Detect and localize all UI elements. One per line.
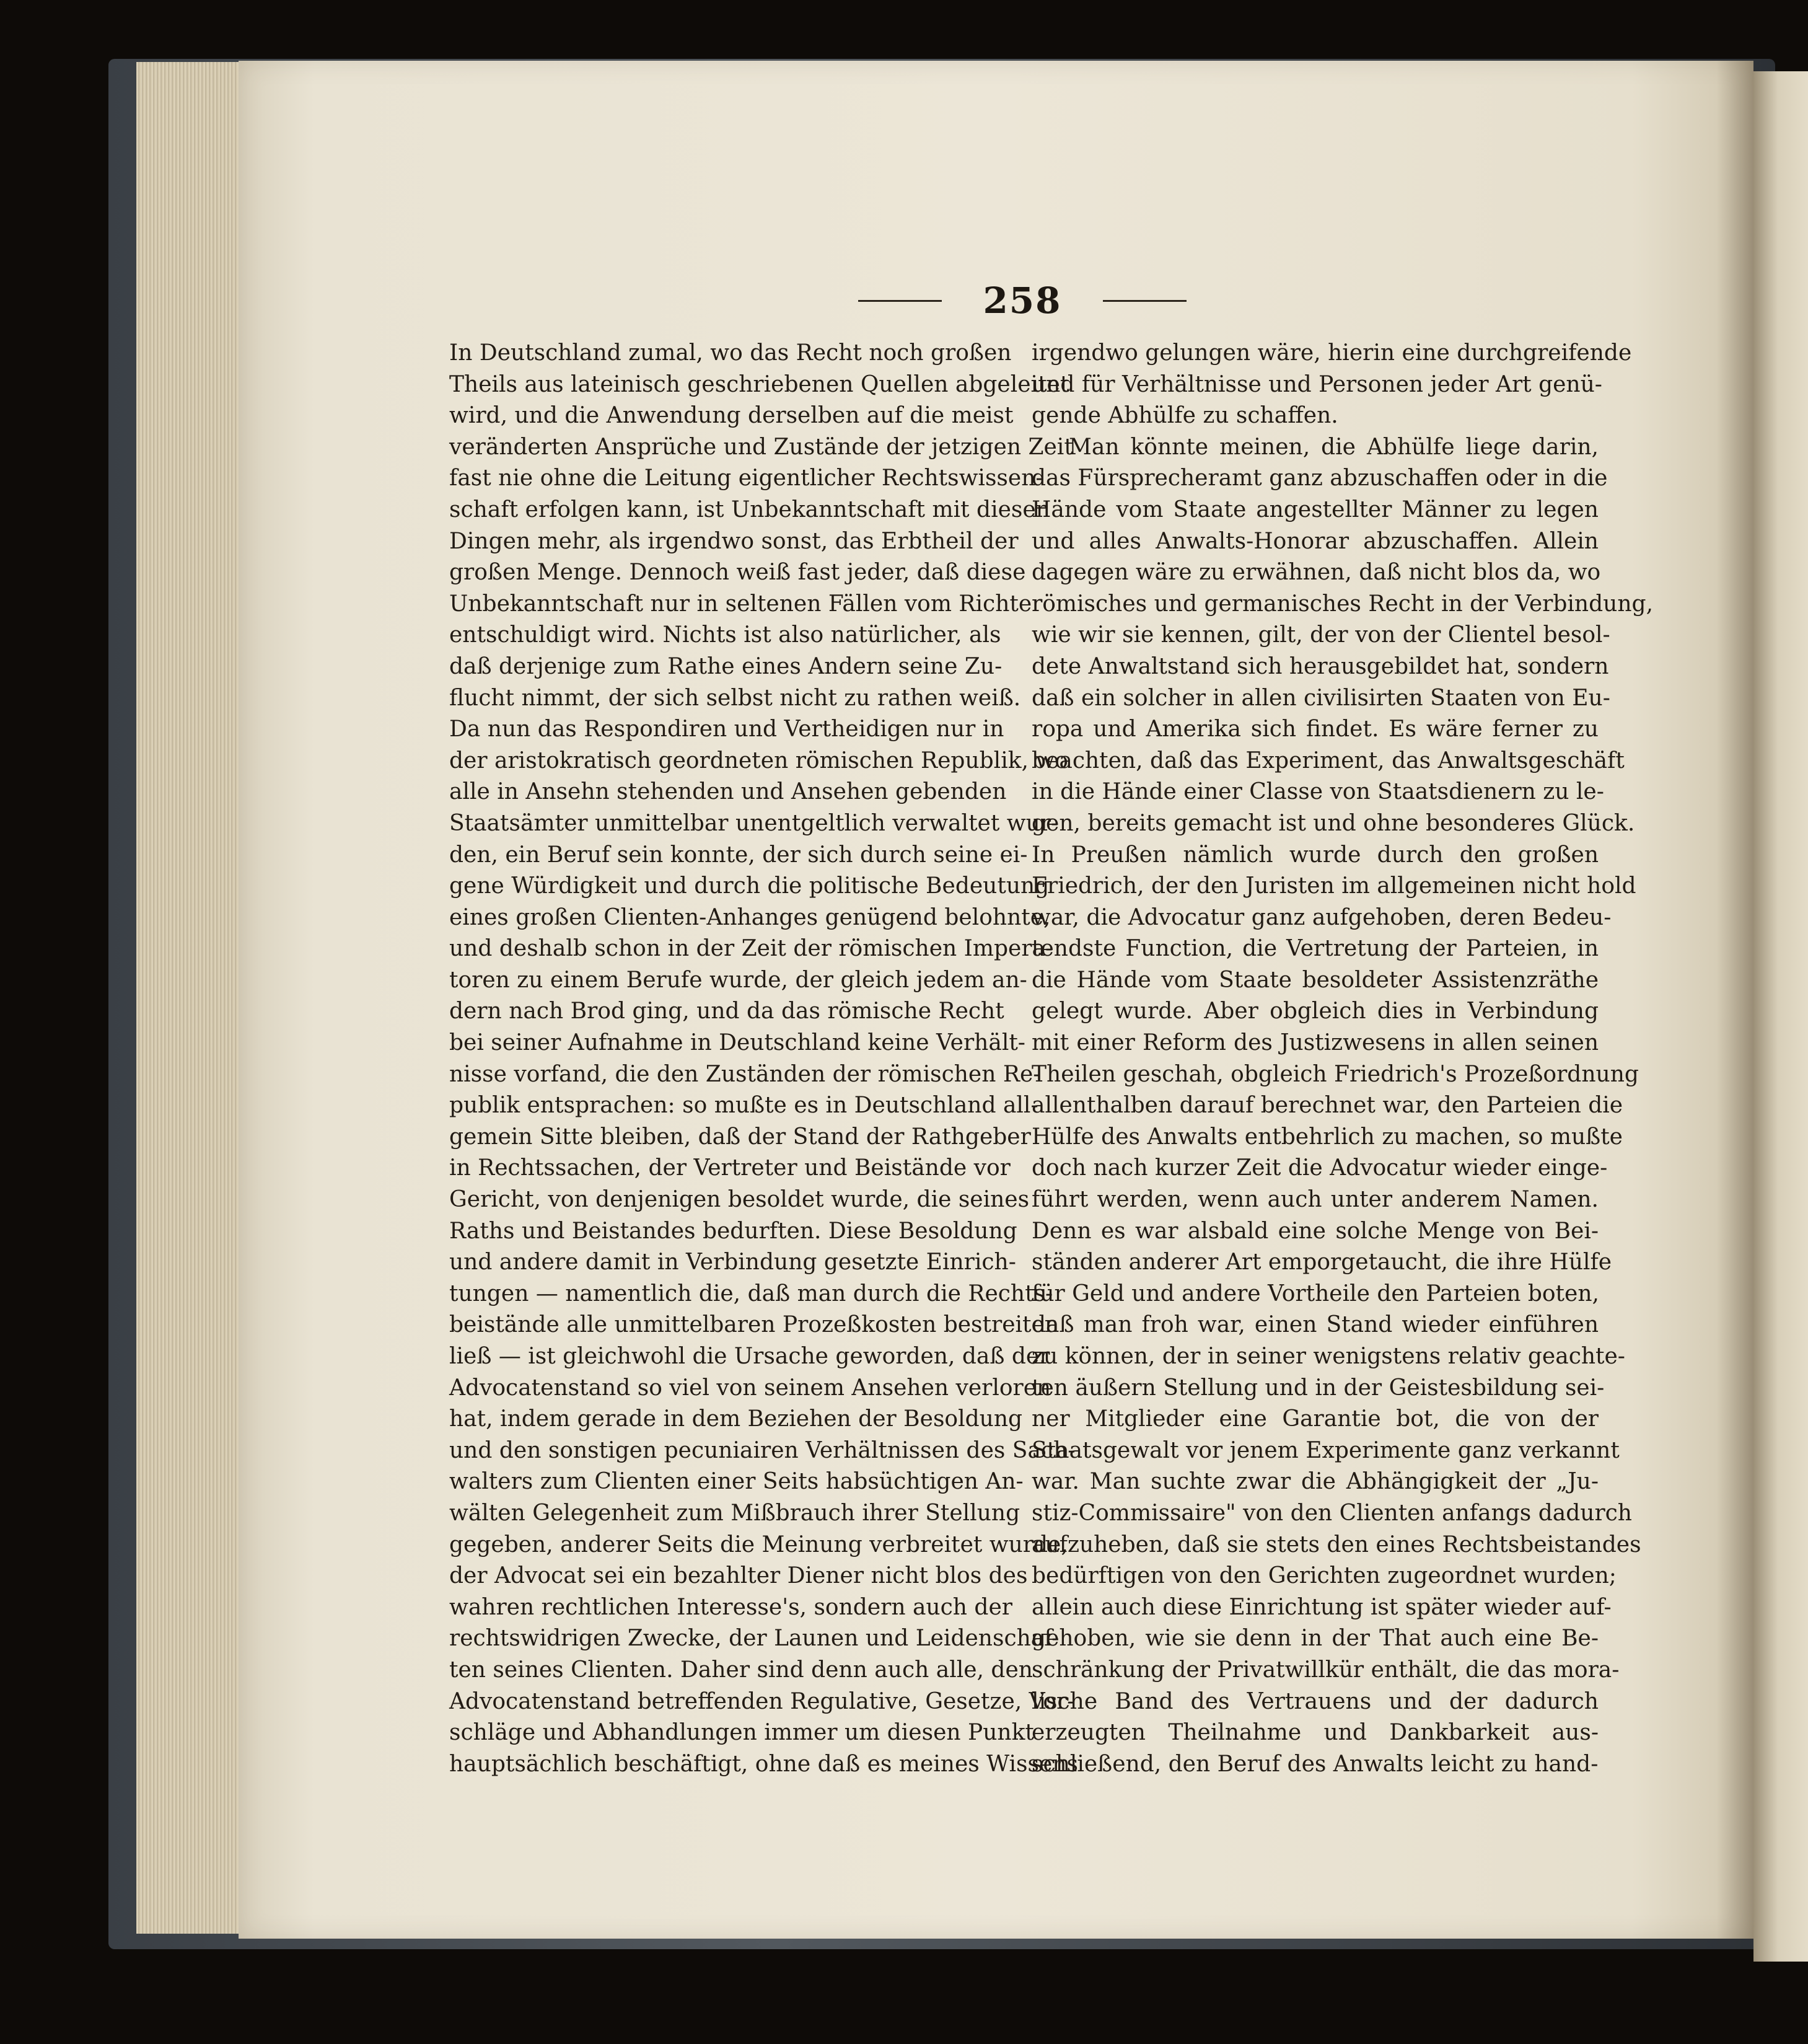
text-line: den, ein Beruf sein konnte, der sich durch seine ei- xyxy=(449,842,1028,868)
text-line: flucht nimmt, der sich selbst nicht zu rathen weiß. xyxy=(449,685,1021,711)
text-line: zu können, der in seiner wenigstens relativ geachte- xyxy=(1032,1344,1625,1369)
text-line: Staatsgewalt vor jenem Experimente ganz verkannt xyxy=(1032,1437,1620,1463)
text-line: Advocatenstand betreffenden Regulative, Gesetze, Vor- xyxy=(449,1688,1075,1714)
text-line: erzeugten Theilnahme und Dankbarkeit aus- xyxy=(1032,1720,1599,1746)
text-line: wahren rechtlichen Interesse's, sondern auch der xyxy=(449,1594,1012,1620)
text-line: Theilen geschah, obgleich Friedrich's Prozeßordnung xyxy=(1032,1061,1639,1087)
text-line: römisches und germanisches Recht in der Verbindung, xyxy=(1032,591,1654,617)
text-line: daß man froh war, einen Stand wieder einführen xyxy=(1032,1312,1599,1338)
text-line: führt werden, wenn auch unter anderem Namen. xyxy=(1032,1187,1599,1213)
right-text-column xyxy=(1032,338,1654,1780)
text-line: In Deutschland zumal, wo das Recht noch großen xyxy=(449,340,1012,366)
text-line: wie wir sie kennen, gilt, der von der Clientel besol- xyxy=(1032,622,1610,648)
text-line: gegeben, anderer Seits die Meinung verbreitet wurde, xyxy=(449,1531,1068,1557)
text-line: In Preußen nämlich wurde durch den großen xyxy=(1032,842,1599,868)
text-line: und den sonstigen pecuniairen Verhältnissen des Sach- xyxy=(449,1437,1076,1463)
text-line: Denn es war alsbald eine solche Menge von Bei- xyxy=(1032,1218,1599,1244)
text-line: entschuldigt wird. Nichts ist also natürlicher, als xyxy=(449,622,1001,648)
text-line: Man könnte meinen, die Abhülfe liege darin, xyxy=(1069,434,1599,460)
text-line: Gericht, von denjenigen besoldet wurde, die seines xyxy=(449,1187,1030,1213)
text-line: hauptsächlich beschäftigt, ohne daß es meines Wissens xyxy=(449,1751,1078,1777)
text-line: und deshalb schon in der Zeit der römischen Impera- xyxy=(449,936,1053,962)
text-line: gende Abhülfe zu schaffen. xyxy=(1032,403,1338,429)
text-line: bedürftigen von den Gerichten zugeordnet wurden; xyxy=(1032,1563,1617,1589)
text-line: hat, indem gerade in dem Beziehen der Besoldung xyxy=(449,1406,1023,1432)
text-line: publik entsprachen: so mußte es in Deutschland all- xyxy=(449,1093,1038,1119)
text-line: bei seiner Aufnahme in Deutschland keine Verhält- xyxy=(449,1030,1025,1056)
text-line: Friedrich, der den Juristen im allgemeinen nicht hold xyxy=(1032,873,1636,899)
gutter-shadow xyxy=(1716,61,1753,1939)
text-line: und andere damit in Verbindung gesetzte Einrich- xyxy=(449,1249,1016,1275)
text-line: stiz-Commissaire" von den Clienten anfangs dadurch xyxy=(1032,1500,1632,1526)
text-line: Unbekanntschaft nur in seltenen Fällen vom Richter xyxy=(449,591,1043,617)
text-line: Advocatenstand so viel von seinem Ansehen verloren xyxy=(449,1375,1051,1401)
text-line: und alles Anwalts-Honorar abzuschaffen. Allein xyxy=(1032,528,1599,554)
text-line: eines großen Clienten-Anhanges genügend belohnte, xyxy=(449,904,1051,930)
left-text-column xyxy=(449,338,1078,1780)
text-line: ten äußern Stellung und in der Geistesbildung sei- xyxy=(1032,1375,1605,1401)
text-line: rechtswidrigen Zwecke, der Launen und Leidenschaf- xyxy=(449,1626,1060,1652)
text-line: irgendwo gelungen wäre, hierin eine durchgreifende xyxy=(1032,340,1632,366)
text-line: Hände vom Staate angestellter Männer zu legen xyxy=(1032,496,1599,522)
text-line: ständen anderer Art emporgetaucht, die ihre Hülfe xyxy=(1032,1249,1612,1275)
text-line: allenthalben darauf berechnet war, den Parteien die xyxy=(1032,1093,1623,1119)
text-line: Dingen mehr, als irgendwo sonst, das Erbtheil der xyxy=(449,528,1019,554)
text-line: gelegt wurde. Aber obgleich dies in Verbindung xyxy=(1032,998,1599,1024)
text-line: wird, und die Anwendung derselben auf die meist xyxy=(449,403,1014,429)
page-stack-edge xyxy=(136,62,254,1934)
text-line: allein auch diese Einrichtung ist später wieder auf- xyxy=(1032,1594,1612,1620)
text-line: daß ein solcher in allen civilisirten Staaten von Eu- xyxy=(1032,685,1610,711)
text-line: das Fürsprecheramt ganz abzuschaffen oder in die xyxy=(1032,465,1608,491)
text-line: fast nie ohne die Leitung eigentlicher Rechtswissen- xyxy=(449,465,1043,491)
text-line: walters zum Clienten einer Seits habsüchtigen An- xyxy=(449,1469,1024,1495)
page-header xyxy=(858,279,1187,322)
text-line: toren zu einem Berufe wurde, der gleich jedem an- xyxy=(449,967,1027,993)
text-line: schränkung der Privatwillkür enthält, die das mora- xyxy=(1032,1657,1620,1683)
text-line: veränderten Ansprüche und Zustände der jetzigen Zeit xyxy=(449,434,1073,460)
text-line: Theils aus lateinisch geschriebenen Quellen abgeleitet xyxy=(449,371,1069,397)
text-line: Staatsämter unmittelbar unentgeltlich verwaltet wur- xyxy=(449,810,1059,836)
text-line: der aristokratisch geordneten römischen Republik, wo xyxy=(449,747,1068,773)
text-line: schaft erfolgen kann, ist Unbekanntschaft mit diesen xyxy=(449,496,1050,522)
text-line: der Advocat sei ein bezahlter Diener nicht blos des xyxy=(449,1563,1028,1589)
text-line: für Geld und andere Vortheile den Parteien boten, xyxy=(1032,1280,1599,1306)
text-line: die Hände vom Staate besoldeter Assistenzräthe xyxy=(1032,967,1599,993)
text-line: großen Menge. Dennoch weiß fast jeder, daß diese xyxy=(449,560,1026,586)
text-line: ließ — ist gleichwohl die Ursache geworden, daß der xyxy=(449,1344,1050,1369)
text-line: gene Würdigkeit und durch die politische Bedeutung xyxy=(449,873,1050,899)
text-line: dagegen wäre zu erwähnen, daß nicht blos da, wo xyxy=(1032,560,1601,586)
text-line: in die Hände einer Classe von Staatsdienern zu le- xyxy=(1032,779,1604,805)
text-line: ner Mitglieder eine Garantie bot, die von der xyxy=(1032,1406,1599,1432)
text-line: ropa und Amerika sich findet. Es wäre ferner zu xyxy=(1032,716,1599,742)
text-line: doch nach kurzer Zeit die Advocatur wieder einge- xyxy=(1032,1155,1608,1181)
text-line: und für Verhältnisse und Personen jeder Art genü- xyxy=(1032,371,1602,397)
text-line: schließend, den Beruf des Anwalts leicht zu hand- xyxy=(1032,1751,1599,1777)
text-line: aufzuheben, daß sie stets den eines Rechtsbeistandes xyxy=(1032,1531,1641,1557)
text-line: Da nun das Respondiren und Vertheidigen nur in xyxy=(449,716,1004,742)
text-line: Hülfe des Anwalts entbehrlich zu machen, so mußte xyxy=(1032,1124,1623,1150)
header-rule-right xyxy=(1103,300,1187,302)
text-line: mit einer Reform des Justizwesens in allen seinen xyxy=(1032,1030,1599,1056)
text-line: daß derjenige zum Rathe eines Andern seine Zu- xyxy=(449,653,1003,679)
text-line: beistände alle unmittelbaren Prozeßkosten bestreiten xyxy=(449,1312,1059,1338)
text-line: wälten Gelegenheit zum Mißbrauch ihrer Stellung xyxy=(449,1500,1020,1526)
text-line: ten seines Clienten. Daher sind denn auch alle, den xyxy=(449,1657,1033,1683)
text-line: gehoben, wie sie denn in der That auch eine Be- xyxy=(1032,1626,1599,1652)
text-line: dete Anwaltstand sich herausgebildet hat, sondern xyxy=(1032,653,1609,679)
text-line: beachten, daß das Experiment, das Anwaltsgeschäft xyxy=(1032,747,1625,773)
text-line: Raths und Beistandes bedurften. Diese Besoldung xyxy=(449,1218,1017,1244)
text-line: nisse vorfand, die den Zuständen der römischen Re- xyxy=(449,1061,1041,1087)
text-line: lische Band des Vertrauens und der dadurch xyxy=(1032,1688,1599,1714)
text-line: war. Man suchte zwar die Abhängigkeit der „Ju- xyxy=(1032,1469,1599,1495)
text-line: tungen — namentlich die, daß man durch die Rechts- xyxy=(449,1280,1053,1306)
text-line: alle in Ansehn stehenden und Ansehen gebenden xyxy=(449,779,1007,805)
header-rule-left xyxy=(858,300,942,302)
page-number: 258 xyxy=(983,280,1062,322)
text-line: in Rechtssachen, der Vertreter und Beistände vor xyxy=(449,1155,1011,1181)
facing-page-edge xyxy=(1753,71,1808,1962)
text-line: gen, bereits gemacht ist und ohne besonderes Glück. xyxy=(1032,810,1635,836)
text-line: tendste Function, die Vertretung der Parteien, in xyxy=(1032,936,1599,962)
text-line: gemein Sitte bleiben, daß der Stand der Rathgeber xyxy=(449,1124,1031,1150)
text-line: schläge und Abhandlungen immer um diesen Punkt xyxy=(449,1720,1034,1746)
text-line: war, die Advocatur ganz aufgehoben, deren Bedeu- xyxy=(1032,904,1612,930)
text-line: dern nach Brod ging, und da das römische Recht xyxy=(449,998,1004,1024)
